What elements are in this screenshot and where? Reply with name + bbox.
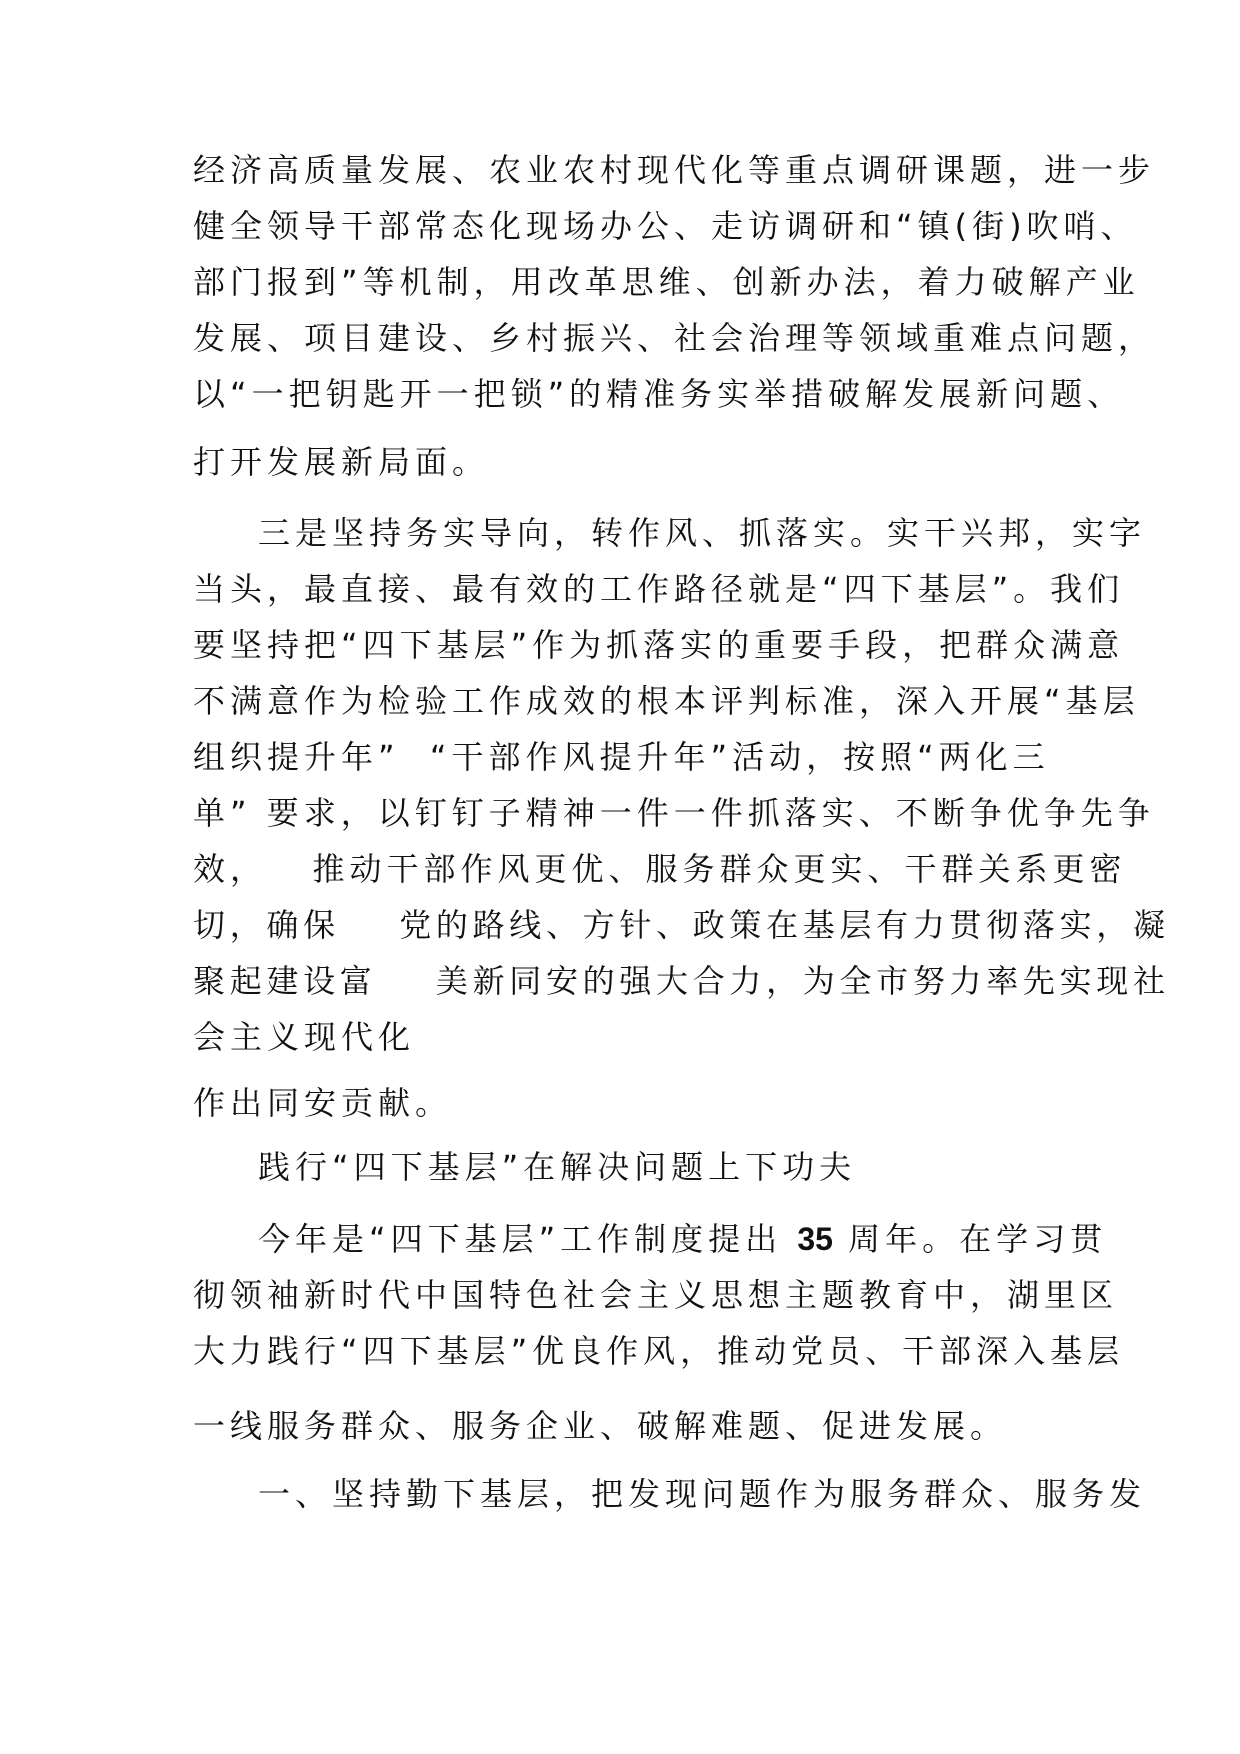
para-text-after: 周年。在学习贯 [832,1220,1108,1258]
section-heading: 践行“四下基层”在解决问题上下功夫 [258,1148,857,1186]
paragraph-first-line: 一、坚持勤下基层，把发现问题作为服务群众、服务发 [258,1475,1147,1513]
body-text-line: 一线服务群众、服务企业、破解难题、促进发展。 [193,1407,1008,1445]
body-text-line: 大力践行“四下基层”优良作风，推动党员、干部深入基层 [193,1332,1125,1370]
body-text-line: 聚起建设富 美新同安的强大合力，为全市努力率先实现社 [193,962,1170,1000]
body-text-line: 经济高质量发展、农业农村现代化等重点调研课题，进一步 [193,151,1156,189]
body-text-line: 彻领袖新时代中国特色社会主义思想主题教育中，湖里区 [193,1276,1119,1314]
body-text-line: 切，确保 党的路线、方针、政策在基层有力贯彻落实，凝 [193,906,1170,944]
body-text-line: 以“一把钥匙开一把锁”的精准务实举措破解发展新问题、 [193,375,1125,413]
body-text-line: 部门报到”等机制，用改革思维、创新办法，着力破解产业 [193,263,1140,301]
body-text-line: 组织提升年” “干部作风提升年”活动，按照“两化三 [193,738,1050,776]
body-text-line: 会主义现代化 [193,1018,416,1056]
paragraph-first-line [258,1219,1107,1259]
paragraph-first-line: 三是坚持务实导向，转作风、抓落实。实干兴邦，实字 [258,514,1147,552]
body-text-line: 要坚持把“四下基层”作为抓落实的重要手段，把群众满意 [193,626,1125,664]
body-text-line: 效， 推动干部作风更优、服务群众更实、干群关系更密 [193,850,1127,888]
body-text-line: 单” 要求，以钉钉子精神一件一件抓落实、不断争优争先争 [193,794,1155,832]
body-text-line: 打开发展新局面。 [193,443,490,481]
para-text-before: 今年是“四下基层”工作制度提出 [258,1220,798,1258]
body-text-line: 健全领导干部常态化现场办公、走访调研和“镇(街)吹哨、 [193,207,1138,245]
body-text-line: 不满意作为检验工作成效的根本评判标准，深入开展“基层 [193,682,1140,720]
body-text-line: 作出同安贡献。 [193,1084,453,1122]
body-text-line: 发展、项目建设、乡村振兴、社会治理等领域重难点问题， [193,319,1156,357]
body-text-line: 当头，最直接、最有效的工作路径就是“四下基层”。我们 [193,570,1125,608]
anniversary-number: 35 [797,1221,833,1257]
